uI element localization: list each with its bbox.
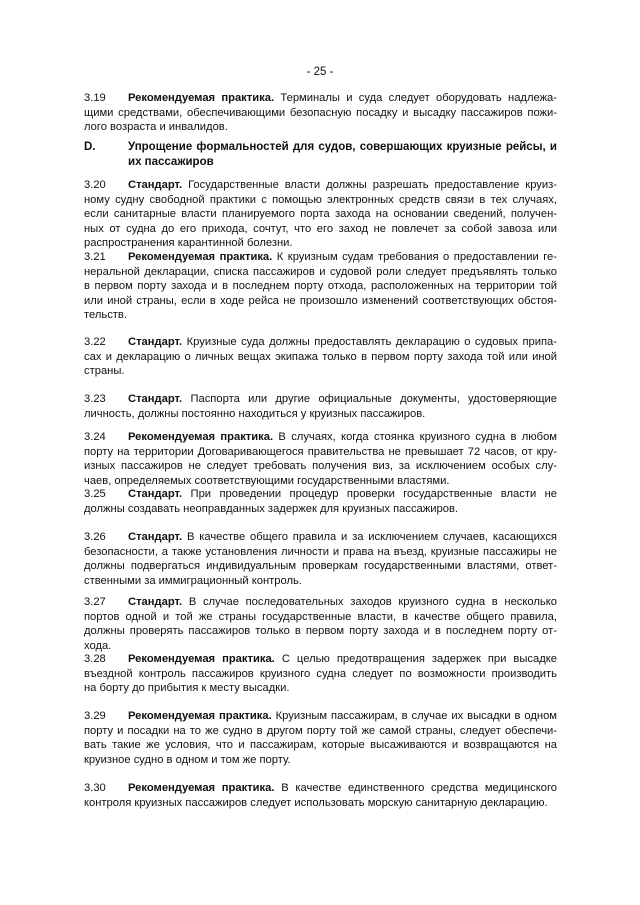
paragraph-number: 3.27: [84, 596, 106, 608]
paragraph-text: В качестве единственного средства медицинского: [281, 782, 558, 794]
paragraph-line: щими средствами, обеспечивающими безопасную посадку и высадку пассажиров пожи-: [84, 106, 557, 119]
paragraph-3-25: [84, 487, 557, 516]
paragraph-line: [84, 595, 557, 610]
paragraph-number: 3.22: [84, 336, 106, 348]
paragraph-line: чаев, определяемых соответствующими государственными властями.: [84, 474, 450, 487]
paragraph-number: 3.23: [84, 393, 106, 405]
paragraph-3-22: [84, 335, 557, 379]
paragraph-line: ственными за иммиграционный контроль.: [84, 574, 302, 587]
paragraph-3-24: [84, 430, 557, 488]
paragraph-3-19: [84, 91, 557, 135]
paragraph-line: портов одной и той же страны государственные власти, в качестве общего правила,: [84, 610, 557, 623]
paragraph-text: Круизные суда должны предоставлять декларацию о судовых припа-: [186, 336, 558, 348]
paragraph-text: С целью предотвращения задержек при высадке: [281, 653, 557, 665]
paragraph-text: К круизным судам требования о предоставлении ге-: [276, 251, 557, 263]
paragraph-label: Стандарт.: [128, 596, 183, 608]
paragraph-label: Рекомендуемая практика.: [128, 92, 275, 104]
paragraph-text: Круизным пассажирам, в случае их высадки в одном: [275, 710, 557, 722]
paragraph-label: Стандарт.: [128, 336, 183, 348]
paragraph-line: [84, 335, 557, 350]
paragraph-line: ному судну свободной практики с помощью электронных средств связи в тех случаях,: [84, 193, 557, 206]
paragraph-label: Рекомендуемая практика.: [128, 251, 273, 263]
paragraph-line: хода.: [84, 639, 112, 652]
paragraph-line: в первом порту захода и в последнем порту отхода, расположенных на территории той: [84, 280, 557, 292]
paragraph-line: [84, 178, 557, 193]
paragraph-label: Рекомендуемая практика.: [128, 653, 275, 665]
paragraph-number: 3.29: [84, 710, 106, 722]
paragraph-label: Стандарт.: [128, 393, 183, 405]
paragraph-3-20: [84, 178, 557, 251]
paragraph-line: должны подвергаться индивидуальным проверкам государственными властями, ответ-: [84, 560, 557, 572]
paragraph-line: [84, 392, 557, 407]
paragraph-line: или иной страны, если в ходе рейса не произошло изменений соответствующих обстоя-: [84, 294, 557, 307]
paragraph-number: 3.28: [84, 653, 106, 665]
paragraph-line: въездной контроль пассажиров круизного судна следует по возможности производить: [84, 667, 557, 680]
paragraph-label: Рекомендуемая практика.: [128, 710, 272, 722]
section-number: D.: [84, 141, 96, 153]
paragraph-3-26: [84, 530, 557, 588]
paragraph-line: [84, 530, 557, 545]
paragraph-number: 3.20: [84, 179, 106, 191]
paragraph-text: Паспорта или другие официальные документы, удостоверяющие: [190, 393, 558, 405]
paragraph-line: [84, 781, 557, 796]
paragraph-line: страны.: [84, 365, 125, 377]
paragraph-number: 3.26: [84, 531, 106, 543]
paragraph-text: В случае последовательных заходов круизного судна в несколько: [188, 596, 558, 608]
paragraph-label: Стандарт.: [128, 488, 183, 500]
section-title-line: Упрощение формальностей для судов, совершающих круизные рейсы, и: [128, 141, 557, 153]
paragraph-3-30: [84, 781, 557, 810]
paragraph-3-21: [84, 250, 557, 323]
section-heading-line: их пассажиров: [128, 155, 214, 168]
paragraph-line: контроля круизных пассажиров следует использовать морскую санитарную декларацию.: [84, 796, 548, 809]
paragraph-line: изных пассажиров не следует требовать получения виз, за исключением особых слу-: [84, 460, 557, 472]
page-number: - 25 -: [306, 66, 334, 78]
paragraph-line: личность, должны постоянно находиться у круизных пассажиров.: [84, 407, 426, 420]
paragraph-3-28: [84, 652, 557, 696]
paragraph-line: на борту до прибытия к месту высадки.: [84, 682, 290, 694]
paragraph-line: [84, 709, 557, 724]
section-heading: [84, 140, 557, 169]
paragraph-line: безопасности, а также установления личности и права на въезд, круизные пассажиры не: [84, 545, 557, 558]
paragraph-number: 3.19: [84, 92, 106, 104]
paragraph-text: Государственные власти должны разрешать предоставление круиз-: [188, 179, 557, 191]
paragraph-line: должны создавать неоправданных задержек для круизных пассажиров.: [84, 502, 458, 515]
paragraph-line: [84, 250, 557, 265]
paragraph-line: вать такие же условия, что и пассажирам, которые высаживаются и возвращаются на: [84, 739, 557, 751]
paragraph-line: тельств.: [84, 309, 127, 321]
section-heading-line: [84, 140, 557, 155]
paragraph-line: круизное судно в одном и том же порту.: [84, 753, 291, 766]
paragraph-number: 3.25: [84, 488, 106, 500]
paragraph-line: сах и декларацию о личных вещах экипажа только в первом порту захода той или иной: [84, 350, 557, 363]
paragraph-text: При проведении процедур проверки государственные власти не: [190, 488, 558, 500]
paragraph-label: Стандарт.: [128, 179, 183, 191]
paragraph-line: если санитарные власти планируемого порта захода на основании сведений, получен-: [84, 208, 557, 220]
paragraph-text: В случаях, когда стоянка круизного судна в любом: [278, 431, 558, 443]
paragraph-line: неральной декларации, списка пассажиров и судовой роли следует предъявлять только: [84, 265, 557, 278]
paragraph-line: [84, 430, 557, 445]
paragraph-line: порту на территории Договаривающегося правительства не превышает 72 часов, от кру-: [84, 445, 557, 458]
paragraph-line: ных от судна до его прихода, сочтут, что его заход не повлечет за собой завоза или: [84, 222, 557, 235]
paragraph-3-27: [84, 595, 557, 653]
paragraph-line: порту и посадки на то же судно в другом порту той же самой страны, следует обеспечи-: [84, 724, 557, 737]
paragraph-3-29: [84, 709, 557, 767]
paragraph-line: [84, 487, 557, 502]
paragraph-line: [84, 91, 557, 106]
paragraph-line: распространения карантинной болезни.: [84, 237, 293, 249]
paragraph-line: лого возраста и инвалидов.: [84, 121, 228, 133]
paragraph-text: Терминалы и суда следует оборудовать надлежа-: [280, 92, 558, 104]
paragraph-number: 3.30: [84, 782, 106, 794]
paragraph-number: 3.21: [84, 251, 106, 263]
paragraph-text: В качестве общего правила и за исключением случаев, касающихся: [186, 531, 557, 543]
paragraph-label: Рекомендуемая практика.: [128, 431, 274, 443]
paragraph-line: [84, 652, 557, 667]
paragraph-3-23: [84, 392, 557, 421]
paragraph-label: Стандарт.: [128, 531, 183, 543]
paragraph-line: должны проверять пассажиров только в первом порту захода и в последнем порту от-: [84, 625, 557, 637]
paragraph-number: 3.24: [84, 431, 106, 443]
paragraph-label: Рекомендуемая практика.: [128, 782, 275, 794]
